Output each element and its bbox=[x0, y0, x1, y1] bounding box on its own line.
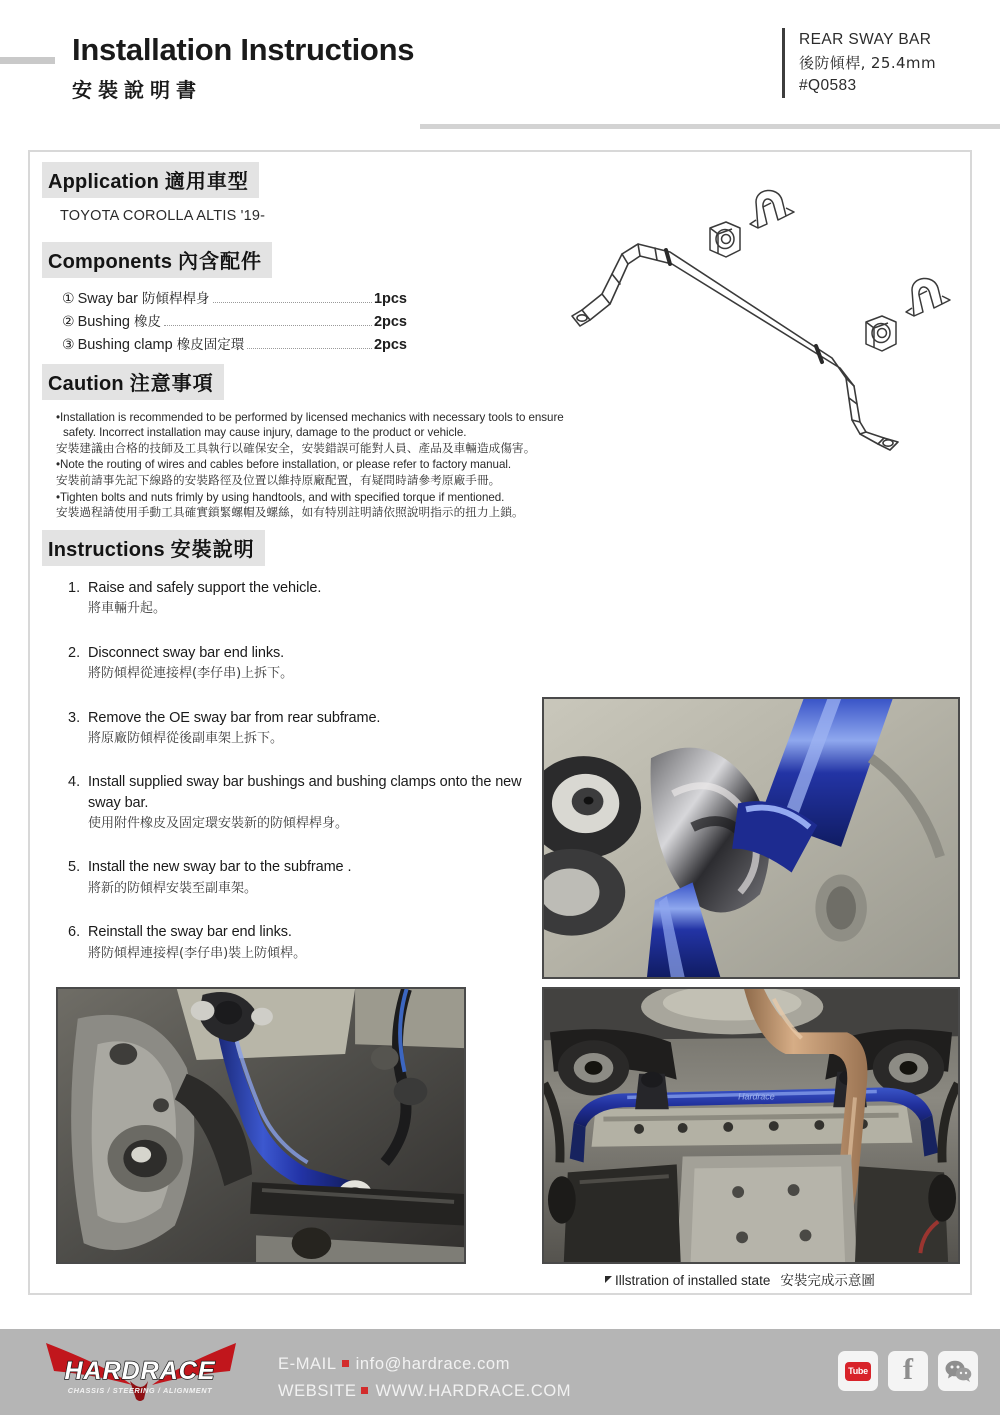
component-item bbox=[62, 334, 407, 357]
caution-text-zh: 安裝建議由合格的技師及工具執行以確保安全，安裝錯誤可能對人員、產品及車輛造成傷害。 bbox=[56, 440, 536, 455]
step-text-zh: 使用附件橡皮及固定環安裝新的防傾桿桿身。 bbox=[88, 815, 349, 831]
caption-marker-icon bbox=[605, 1276, 612, 1283]
caution-heading-en: Caution bbox=[48, 373, 124, 395]
sway-bar-line-drawing bbox=[560, 182, 960, 482]
header-divider bbox=[420, 124, 1000, 129]
caution-text-zh: 安裝過程請使用手動工具確實鎖緊螺帽及螺絲，如有特別註明請依照說明指示的扭力上鎖。 bbox=[56, 504, 524, 519]
footer-contact bbox=[278, 1351, 571, 1404]
component-item bbox=[62, 311, 407, 334]
footer-email-line bbox=[278, 1351, 571, 1378]
caution-text-en: •Installation is recommended to be performed by licensed mechanics with necessary tools to ensure safety. Incorrect installation may cause injury, damage to the product or vehicle. bbox=[56, 411, 564, 440]
caution-text-zh: 安裝前請事先記下線路的安裝路徑及位置以維持原廠配置，有疑問時請參考原廠手冊。 bbox=[56, 472, 501, 487]
footer-website-label: WEBSITE bbox=[278, 1381, 357, 1400]
step-text-zh: 將防傾桿從連接桿(李仔串)上拆下。 bbox=[88, 666, 294, 682]
component-name-zh: 橡皮 bbox=[134, 313, 161, 330]
instruction-step bbox=[68, 857, 558, 898]
step-text-zh: 將原廠防傾桿從後副車架上拆下。 bbox=[88, 730, 284, 746]
leader-dots bbox=[164, 325, 372, 326]
footer-website-line bbox=[278, 1378, 571, 1405]
step-number: 1. bbox=[68, 580, 81, 596]
component-number: ① bbox=[62, 291, 75, 307]
step-text-en: Disconnect sway bar end links. bbox=[88, 644, 285, 661]
step-text-en: Install supplied sway bar bushings and bushing clamps onto the new sway bar. bbox=[88, 774, 522, 811]
page-title-en: Installation Instructions bbox=[72, 32, 415, 67]
step-text-en: Remove the OE sway bar from rear subframe. bbox=[88, 709, 381, 726]
page-title bbox=[72, 34, 414, 103]
component-qty: 2pcs bbox=[373, 313, 407, 330]
facebook-glyph: f bbox=[903, 1352, 913, 1386]
step-number: 6. bbox=[68, 924, 81, 941]
bullet-square-icon bbox=[342, 1360, 349, 1367]
step-text-en: Install the new sway bar to the subframe . bbox=[88, 859, 352, 876]
step-number: 5. bbox=[68, 859, 81, 876]
footer-email-label: E-MAIL bbox=[278, 1355, 337, 1373]
product-name-zh: 後防傾桿, 25.4mm bbox=[799, 53, 936, 72]
step-number: 3. bbox=[68, 709, 81, 726]
section-application-heading bbox=[42, 162, 259, 198]
content-box bbox=[28, 150, 972, 1295]
step-text-zh: 將防傾桿連接桿(李仔串)裝上防傾桿。 bbox=[88, 945, 307, 961]
components-heading-zh: 內含配件 bbox=[177, 249, 262, 273]
step-text-zh: 將新的防傾桿安裝至副車架。 bbox=[88, 880, 258, 896]
component-name-en: Bushing clamp bbox=[77, 336, 173, 353]
page-header bbox=[0, 0, 1000, 150]
product-name-en: REAR SWAY BAR bbox=[799, 31, 932, 48]
component-name-zh: 橡皮固定環 bbox=[176, 336, 245, 353]
component-number: ③ bbox=[62, 336, 75, 353]
application-heading-zh: 適用車型 bbox=[164, 169, 249, 193]
instruction-step bbox=[68, 578, 558, 619]
footer-website-value[interactable]: WWW.HARDRACE.COM bbox=[375, 1381, 572, 1400]
product-code: #Q0583 bbox=[799, 77, 857, 95]
social-links bbox=[838, 1351, 978, 1391]
instruction-steps bbox=[68, 578, 558, 987]
instructions-heading-zh: 安裝說明 bbox=[170, 537, 255, 561]
bullet-square-icon bbox=[361, 1387, 368, 1394]
section-components-heading bbox=[42, 242, 272, 278]
step-text-zh: 將車輛升起。 bbox=[88, 601, 167, 617]
components-list bbox=[62, 288, 407, 357]
photo-installed-state bbox=[542, 987, 960, 1264]
photo-bushing-clamp-closeup bbox=[542, 697, 960, 979]
caution-item bbox=[56, 457, 586, 488]
svg-text:Hardrace: Hardrace bbox=[738, 1091, 775, 1102]
caution-text-en: •Note the routing of wires and cables before installation, or please refer to factory manual. bbox=[56, 458, 512, 472]
caution-item bbox=[56, 490, 586, 521]
leader-dots bbox=[213, 302, 372, 303]
application-vehicle: TOYOTA COROLLA ALTIS '19- bbox=[60, 208, 266, 224]
youtube-icon[interactable] bbox=[838, 1351, 878, 1391]
page-footer bbox=[0, 1329, 1000, 1415]
component-number: ② bbox=[62, 313, 75, 330]
instruction-step bbox=[68, 643, 558, 684]
wechat-icon[interactable] bbox=[938, 1351, 978, 1391]
instruction-step bbox=[68, 922, 558, 963]
section-instructions-heading bbox=[42, 530, 265, 566]
hardrace-logo bbox=[36, 1341, 248, 1403]
component-item bbox=[62, 288, 407, 311]
svg-text:HARDRACE: HARDRACE bbox=[64, 1357, 216, 1385]
step-number: 4. bbox=[68, 774, 81, 791]
caption-text-en: Illstration of installed state bbox=[615, 1273, 771, 1288]
caution-item bbox=[56, 410, 586, 456]
product-info bbox=[782, 28, 936, 98]
application-heading-en: Application bbox=[48, 171, 160, 193]
component-qty: 2pcs bbox=[373, 336, 407, 353]
instruction-step bbox=[68, 708, 558, 749]
leader-dots bbox=[247, 348, 372, 349]
step-text-en: Reinstall the sway bar end links. bbox=[88, 924, 292, 941]
caution-list bbox=[56, 410, 586, 522]
facebook-icon[interactable] bbox=[888, 1351, 928, 1391]
step-number: 2. bbox=[68, 644, 81, 661]
component-name-zh: 防傾桿桿身 bbox=[142, 291, 210, 307]
footer-email-value[interactable]: info@hardrace.com bbox=[355, 1355, 511, 1373]
youtube-badge-label: Tube bbox=[845, 1362, 871, 1381]
photo-undercarriage-left bbox=[56, 987, 466, 1264]
component-qty: 1pcs bbox=[373, 291, 407, 307]
instruction-step bbox=[68, 772, 558, 833]
caution-heading-zh: 注意事項 bbox=[129, 371, 214, 395]
step-text-en: Raise and safely support the vehicle. bbox=[88, 580, 322, 596]
component-name-en: Bushing bbox=[77, 313, 130, 330]
component-name-en: Sway bar bbox=[77, 291, 139, 307]
caution-text-en: •Tighten bolts and nuts frimly by using handtools, and with specified torque if mentioned. bbox=[56, 490, 505, 504]
photo-caption bbox=[605, 1269, 875, 1289]
page-title-zh: 安裝說明書 bbox=[72, 77, 202, 102]
svg-text:CHASSIS / STEERING / ALIGNMENT: CHASSIS / STEERING / ALIGNMENT bbox=[67, 1386, 213, 1395]
header-left-rule bbox=[0, 57, 55, 64]
instructions-heading-en: Instructions bbox=[48, 539, 165, 561]
caption-text-zh: 安裝完成示意圖 bbox=[780, 1273, 875, 1289]
components-heading-en: Components bbox=[48, 251, 173, 273]
section-caution-heading bbox=[42, 364, 224, 400]
